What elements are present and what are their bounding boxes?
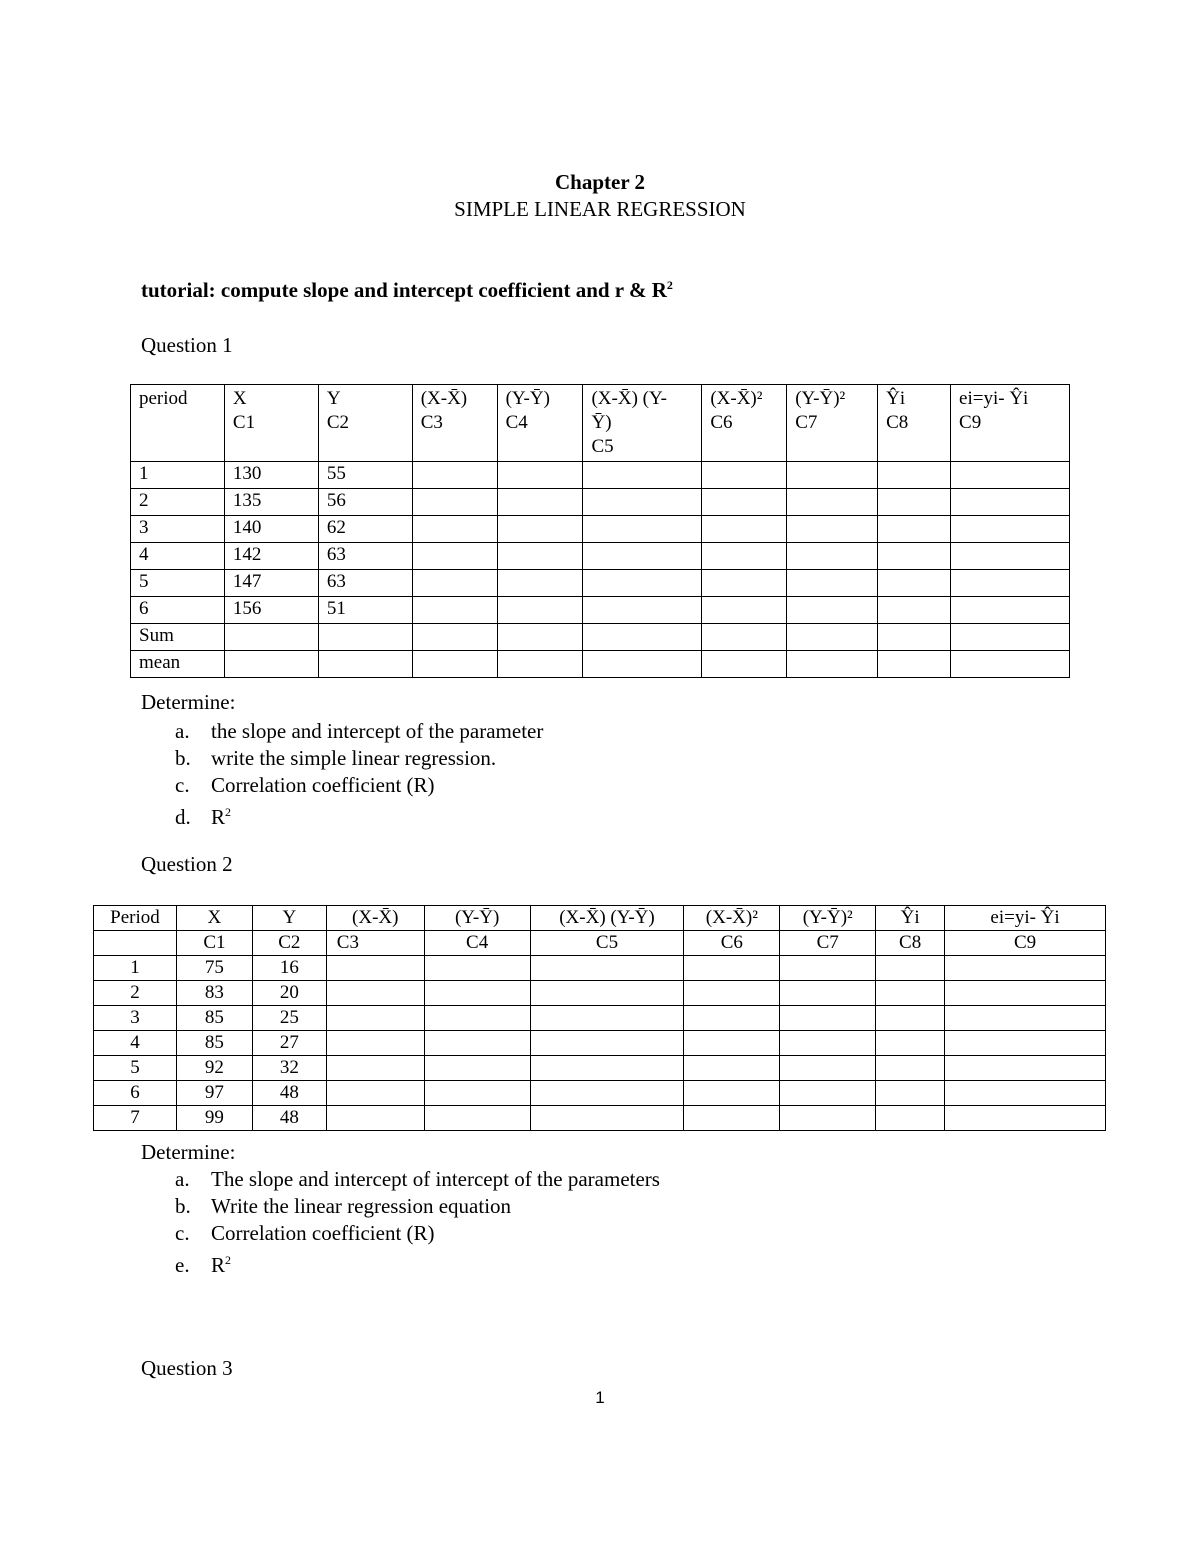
table-header-row xyxy=(131,385,1070,462)
table-cell xyxy=(424,1006,530,1031)
table-cell: 142 xyxy=(224,543,318,570)
column-header-3 xyxy=(318,385,412,462)
table-cell xyxy=(530,1106,684,1131)
column-header-1: Period xyxy=(94,906,177,931)
table-cell xyxy=(326,1056,424,1081)
table-cell xyxy=(583,516,702,543)
table-cell xyxy=(318,624,412,651)
list-marker: b. xyxy=(175,1194,191,1218)
table-cell xyxy=(951,489,1070,516)
table-cell xyxy=(684,1031,780,1056)
list-item-text: R xyxy=(211,1253,226,1277)
list-item-text: R xyxy=(211,805,226,829)
table-cell xyxy=(530,1081,684,1106)
table-cell: 63 xyxy=(318,543,412,570)
table-cell xyxy=(583,462,702,489)
table-cell xyxy=(787,462,878,489)
table-cell xyxy=(412,543,497,570)
table-row xyxy=(94,981,1106,1006)
question-1-determine-label: Determine: xyxy=(141,690,236,714)
question-1-table xyxy=(130,384,1070,678)
chapter-heading: Chapter 2 xyxy=(554,170,646,194)
table-cell xyxy=(876,1056,945,1081)
table-cell xyxy=(424,1056,530,1081)
tutorial-instruction xyxy=(141,278,673,303)
table-row xyxy=(131,624,1070,651)
column-header-6: (X-X̄) (Y-Ȳ) xyxy=(530,906,684,931)
list-item xyxy=(175,1247,660,1277)
table-cell: 140 xyxy=(224,516,318,543)
column-header-line: X xyxy=(232,388,247,409)
column-header-line: C9 xyxy=(959,412,982,433)
table-cell xyxy=(702,570,787,597)
table-cell xyxy=(318,651,412,678)
table-cell xyxy=(878,516,951,543)
table-row xyxy=(131,462,1070,489)
table-cell: 4 xyxy=(131,543,225,570)
column-header-line: (X-X̄) (Y- xyxy=(591,388,667,409)
column-header-9: Ŷi xyxy=(876,906,945,931)
table-cell xyxy=(326,1006,424,1031)
list-item-text: Correlation coefficient (R) xyxy=(211,773,435,797)
question-2-task-list xyxy=(175,1166,660,1277)
column-header-line: C6 xyxy=(710,412,733,433)
table-cell: 1 xyxy=(131,462,225,489)
table-cell xyxy=(497,516,583,543)
column-header-1 xyxy=(94,931,177,956)
column-header-5 xyxy=(497,385,583,462)
table-cell xyxy=(412,651,497,678)
table-cell xyxy=(702,516,787,543)
table-cell xyxy=(326,981,424,1006)
table-cell: 7 xyxy=(94,1106,177,1131)
list-item xyxy=(175,1193,660,1220)
column-header-3: Y xyxy=(252,906,326,931)
column-header-line: (X-X̄)² xyxy=(710,388,763,409)
table-cell xyxy=(583,597,702,624)
table-row xyxy=(131,651,1070,678)
column-header-10: ei=yi- Ŷi xyxy=(945,906,1106,931)
table-cell: 20 xyxy=(252,981,326,1006)
table-cell: 5 xyxy=(94,1056,177,1081)
table-cell: 4 xyxy=(94,1031,177,1056)
table-cell xyxy=(787,597,878,624)
table-cell xyxy=(684,981,780,1006)
column-header-8: (Y-Ȳ)² xyxy=(780,906,876,931)
table-cell xyxy=(951,570,1070,597)
list-item-text: write the simple linear regression. xyxy=(211,746,497,770)
table-cell xyxy=(702,624,787,651)
table-cell: 55 xyxy=(318,462,412,489)
table-cell xyxy=(951,462,1070,489)
table-row xyxy=(131,489,1070,516)
table-cell: 75 xyxy=(176,956,252,981)
table-cell xyxy=(326,1081,424,1106)
list-item-text: Correlation coefficient (R) xyxy=(211,1221,435,1245)
table-cell xyxy=(945,1056,1106,1081)
table-cell xyxy=(530,981,684,1006)
list-item xyxy=(175,772,543,799)
list-marker: a. xyxy=(175,719,190,743)
table-cell xyxy=(497,597,583,624)
list-item-text: the slope and intercept of the parameter xyxy=(211,719,544,743)
column-header-4: C3 xyxy=(326,931,424,956)
table-cell xyxy=(951,597,1070,624)
table-cell: 92 xyxy=(176,1056,252,1081)
table-cell: 147 xyxy=(224,570,318,597)
table-cell xyxy=(951,543,1070,570)
column-header-8: C7 xyxy=(780,931,876,956)
table-cell: 97 xyxy=(176,1081,252,1106)
column-header-10 xyxy=(951,385,1070,462)
table-cell xyxy=(530,1006,684,1031)
table-cell xyxy=(876,1081,945,1106)
list-marker: e. xyxy=(175,1253,190,1277)
table-cell: 3 xyxy=(131,516,225,543)
table-cell xyxy=(876,1031,945,1056)
table-cell xyxy=(224,624,318,651)
table-cell xyxy=(583,651,702,678)
question-1-task-list xyxy=(175,718,544,829)
list-item-superscript: 2 xyxy=(225,1253,232,1267)
column-header-line: Ŷi xyxy=(886,388,906,409)
table-cell: 135 xyxy=(224,489,318,516)
table-row xyxy=(131,516,1070,543)
table-cell xyxy=(583,570,702,597)
table-cell xyxy=(787,543,878,570)
table-row xyxy=(94,1006,1106,1031)
table-cell: 16 xyxy=(252,956,326,981)
column-header-line: C1 xyxy=(232,412,256,433)
table-cell xyxy=(780,1006,876,1031)
table-cell: 32 xyxy=(252,1056,326,1081)
table-cell xyxy=(326,1106,424,1131)
table-cell xyxy=(780,1106,876,1131)
column-header-2: X xyxy=(176,906,252,931)
table-cell xyxy=(945,1081,1106,1106)
table-cell xyxy=(945,1006,1106,1031)
table-cell xyxy=(780,1081,876,1106)
table-row xyxy=(131,597,1070,624)
table-cell: 2 xyxy=(94,981,177,1006)
question-1-heading: Question 1 xyxy=(141,333,233,357)
table-cell xyxy=(878,543,951,570)
table-cell xyxy=(412,462,497,489)
table-cell xyxy=(424,1031,530,1056)
table-cell xyxy=(497,570,583,597)
column-header-5: (Y-Ȳ) xyxy=(424,906,530,931)
table-cell xyxy=(876,1006,945,1031)
list-item xyxy=(175,799,543,829)
table-cell xyxy=(424,981,530,1006)
column-header-line: C4 xyxy=(505,412,528,433)
table-cell xyxy=(424,956,530,981)
table-cell xyxy=(412,570,497,597)
table-row xyxy=(131,570,1070,597)
column-header-5: C4 xyxy=(424,931,530,956)
table-cell xyxy=(412,624,497,651)
table-cell xyxy=(684,1081,780,1106)
table-cell: 83 xyxy=(176,981,252,1006)
table-cell xyxy=(787,624,878,651)
table-cell: 99 xyxy=(176,1106,252,1131)
column-header-line: C3 xyxy=(420,412,443,433)
table-cell xyxy=(702,543,787,570)
question-3-heading: Question 3 xyxy=(141,1356,233,1380)
table-cell xyxy=(702,489,787,516)
table-cell xyxy=(878,624,951,651)
table-cell xyxy=(780,956,876,981)
table-cell xyxy=(224,651,318,678)
table-cell xyxy=(951,624,1070,651)
table-cell xyxy=(326,956,424,981)
table-row xyxy=(94,1056,1106,1081)
table-row xyxy=(94,1081,1106,1106)
table-cell: 2 xyxy=(131,489,225,516)
column-header-line: C2 xyxy=(326,412,349,433)
table-cell xyxy=(583,489,702,516)
tutorial-superscript: 2 xyxy=(666,278,673,292)
table-row xyxy=(131,543,1070,570)
table-cell xyxy=(684,956,780,981)
table-cell xyxy=(945,981,1106,1006)
table-cell xyxy=(878,597,951,624)
table-cell: 85 xyxy=(176,1006,252,1031)
table-header-row xyxy=(94,906,1106,931)
table-cell xyxy=(951,651,1070,678)
table-header-row xyxy=(94,931,1106,956)
list-item-text: The slope and intercept of intercept of the parameters xyxy=(211,1167,660,1191)
column-header-line: ei=yi- Ŷi xyxy=(959,388,1029,409)
table-row xyxy=(94,1106,1106,1131)
column-header-line: period xyxy=(139,388,188,409)
table-cell xyxy=(530,1056,684,1081)
table-cell xyxy=(945,1106,1106,1131)
list-item-text: Write the linear regression equation xyxy=(211,1194,512,1218)
table-cell: 56 xyxy=(318,489,412,516)
table-cell xyxy=(497,624,583,651)
table-cell xyxy=(702,597,787,624)
table-cell: 48 xyxy=(252,1106,326,1131)
column-header-line: (Y-Ȳ) xyxy=(505,388,550,409)
column-header-9: C8 xyxy=(876,931,945,956)
table-cell xyxy=(780,981,876,1006)
table-cell: 6 xyxy=(131,597,225,624)
table-cell xyxy=(876,981,945,1006)
table-row xyxy=(94,1031,1106,1056)
column-header-line: C5 xyxy=(591,436,614,457)
table-cell: 62 xyxy=(318,516,412,543)
table-row xyxy=(94,956,1106,981)
table-cell xyxy=(787,651,878,678)
table-cell: 48 xyxy=(252,1081,326,1106)
question-2-heading: Question 2 xyxy=(141,852,233,876)
list-marker: d. xyxy=(175,805,191,829)
list-marker: c. xyxy=(175,773,190,797)
table-cell xyxy=(787,516,878,543)
table-cell xyxy=(684,1056,780,1081)
column-header-1 xyxy=(131,385,225,462)
tutorial-text: tutorial: compute slope and intercept coefficient and r & R xyxy=(141,278,667,302)
table-cell xyxy=(702,651,787,678)
table-cell xyxy=(878,651,951,678)
table-cell xyxy=(530,1031,684,1056)
column-header-line: C7 xyxy=(795,412,818,433)
table-cell: Sum xyxy=(131,624,225,651)
table-cell xyxy=(684,1106,780,1131)
table-cell xyxy=(326,1031,424,1056)
column-header-line: (Y-Ȳ)² xyxy=(795,388,846,409)
column-header-6 xyxy=(583,385,702,462)
table-cell xyxy=(702,462,787,489)
table-cell xyxy=(780,1031,876,1056)
column-header-line: Y xyxy=(326,388,341,409)
column-header-7: C6 xyxy=(684,931,780,956)
table-cell xyxy=(424,1106,530,1131)
table-cell xyxy=(876,1106,945,1131)
list-marker: b. xyxy=(175,746,191,770)
list-item xyxy=(175,745,543,772)
table-cell xyxy=(951,516,1070,543)
table-cell: 85 xyxy=(176,1031,252,1056)
table-cell xyxy=(945,956,1106,981)
column-header-2: C1 xyxy=(176,931,252,956)
table-cell xyxy=(412,597,497,624)
table-cell xyxy=(583,543,702,570)
question-2-table xyxy=(93,905,1106,1131)
table-cell xyxy=(497,462,583,489)
table-cell xyxy=(878,489,951,516)
list-item xyxy=(175,1166,660,1193)
table-cell xyxy=(497,489,583,516)
table-cell xyxy=(497,543,583,570)
column-header-9 xyxy=(878,385,951,462)
page-number: 1 xyxy=(595,1388,605,1407)
table-cell xyxy=(787,489,878,516)
table-cell: 3 xyxy=(94,1006,177,1031)
table-cell xyxy=(530,956,684,981)
table-cell: 130 xyxy=(224,462,318,489)
table-cell: mean xyxy=(131,651,225,678)
table-cell: 156 xyxy=(224,597,318,624)
column-header-line: C8 xyxy=(886,412,909,433)
column-header-7 xyxy=(702,385,787,462)
table-cell: 6 xyxy=(94,1081,177,1106)
list-item xyxy=(175,718,543,745)
table-cell: 5 xyxy=(131,570,225,597)
column-header-6: C5 xyxy=(530,931,684,956)
column-header-2 xyxy=(224,385,318,462)
table-cell: 1 xyxy=(94,956,177,981)
table-cell: 51 xyxy=(318,597,412,624)
table-cell xyxy=(412,516,497,543)
table-cell xyxy=(583,624,702,651)
table-cell xyxy=(497,651,583,678)
table-cell: 25 xyxy=(252,1006,326,1031)
list-marker: a. xyxy=(175,1167,190,1191)
table-cell: 63 xyxy=(318,570,412,597)
column-header-8 xyxy=(787,385,878,462)
list-item xyxy=(175,1220,660,1247)
question-2-determine-label: Determine: xyxy=(141,1140,236,1164)
table-cell xyxy=(780,1056,876,1081)
column-header-4 xyxy=(412,385,497,462)
table-cell xyxy=(876,956,945,981)
table-cell xyxy=(945,1031,1106,1056)
table-cell xyxy=(878,462,951,489)
list-marker: c. xyxy=(175,1221,190,1245)
column-header-4: (X-X̄) xyxy=(326,906,424,931)
column-header-line: (X-X̄) xyxy=(420,388,468,409)
column-header-7: (X-X̄)² xyxy=(684,906,780,931)
column-header-10: C9 xyxy=(945,931,1106,956)
document-title: SIMPLE LINEAR REGRESSION xyxy=(454,197,746,221)
list-item-superscript: 2 xyxy=(225,805,232,819)
table-cell xyxy=(412,489,497,516)
table-cell xyxy=(878,570,951,597)
column-header-3: C2 xyxy=(252,931,326,956)
table-cell xyxy=(787,570,878,597)
table-cell xyxy=(684,1006,780,1031)
table-cell: 27 xyxy=(252,1031,326,1056)
column-header-line: Ȳ) xyxy=(591,412,612,433)
table-cell xyxy=(424,1081,530,1106)
